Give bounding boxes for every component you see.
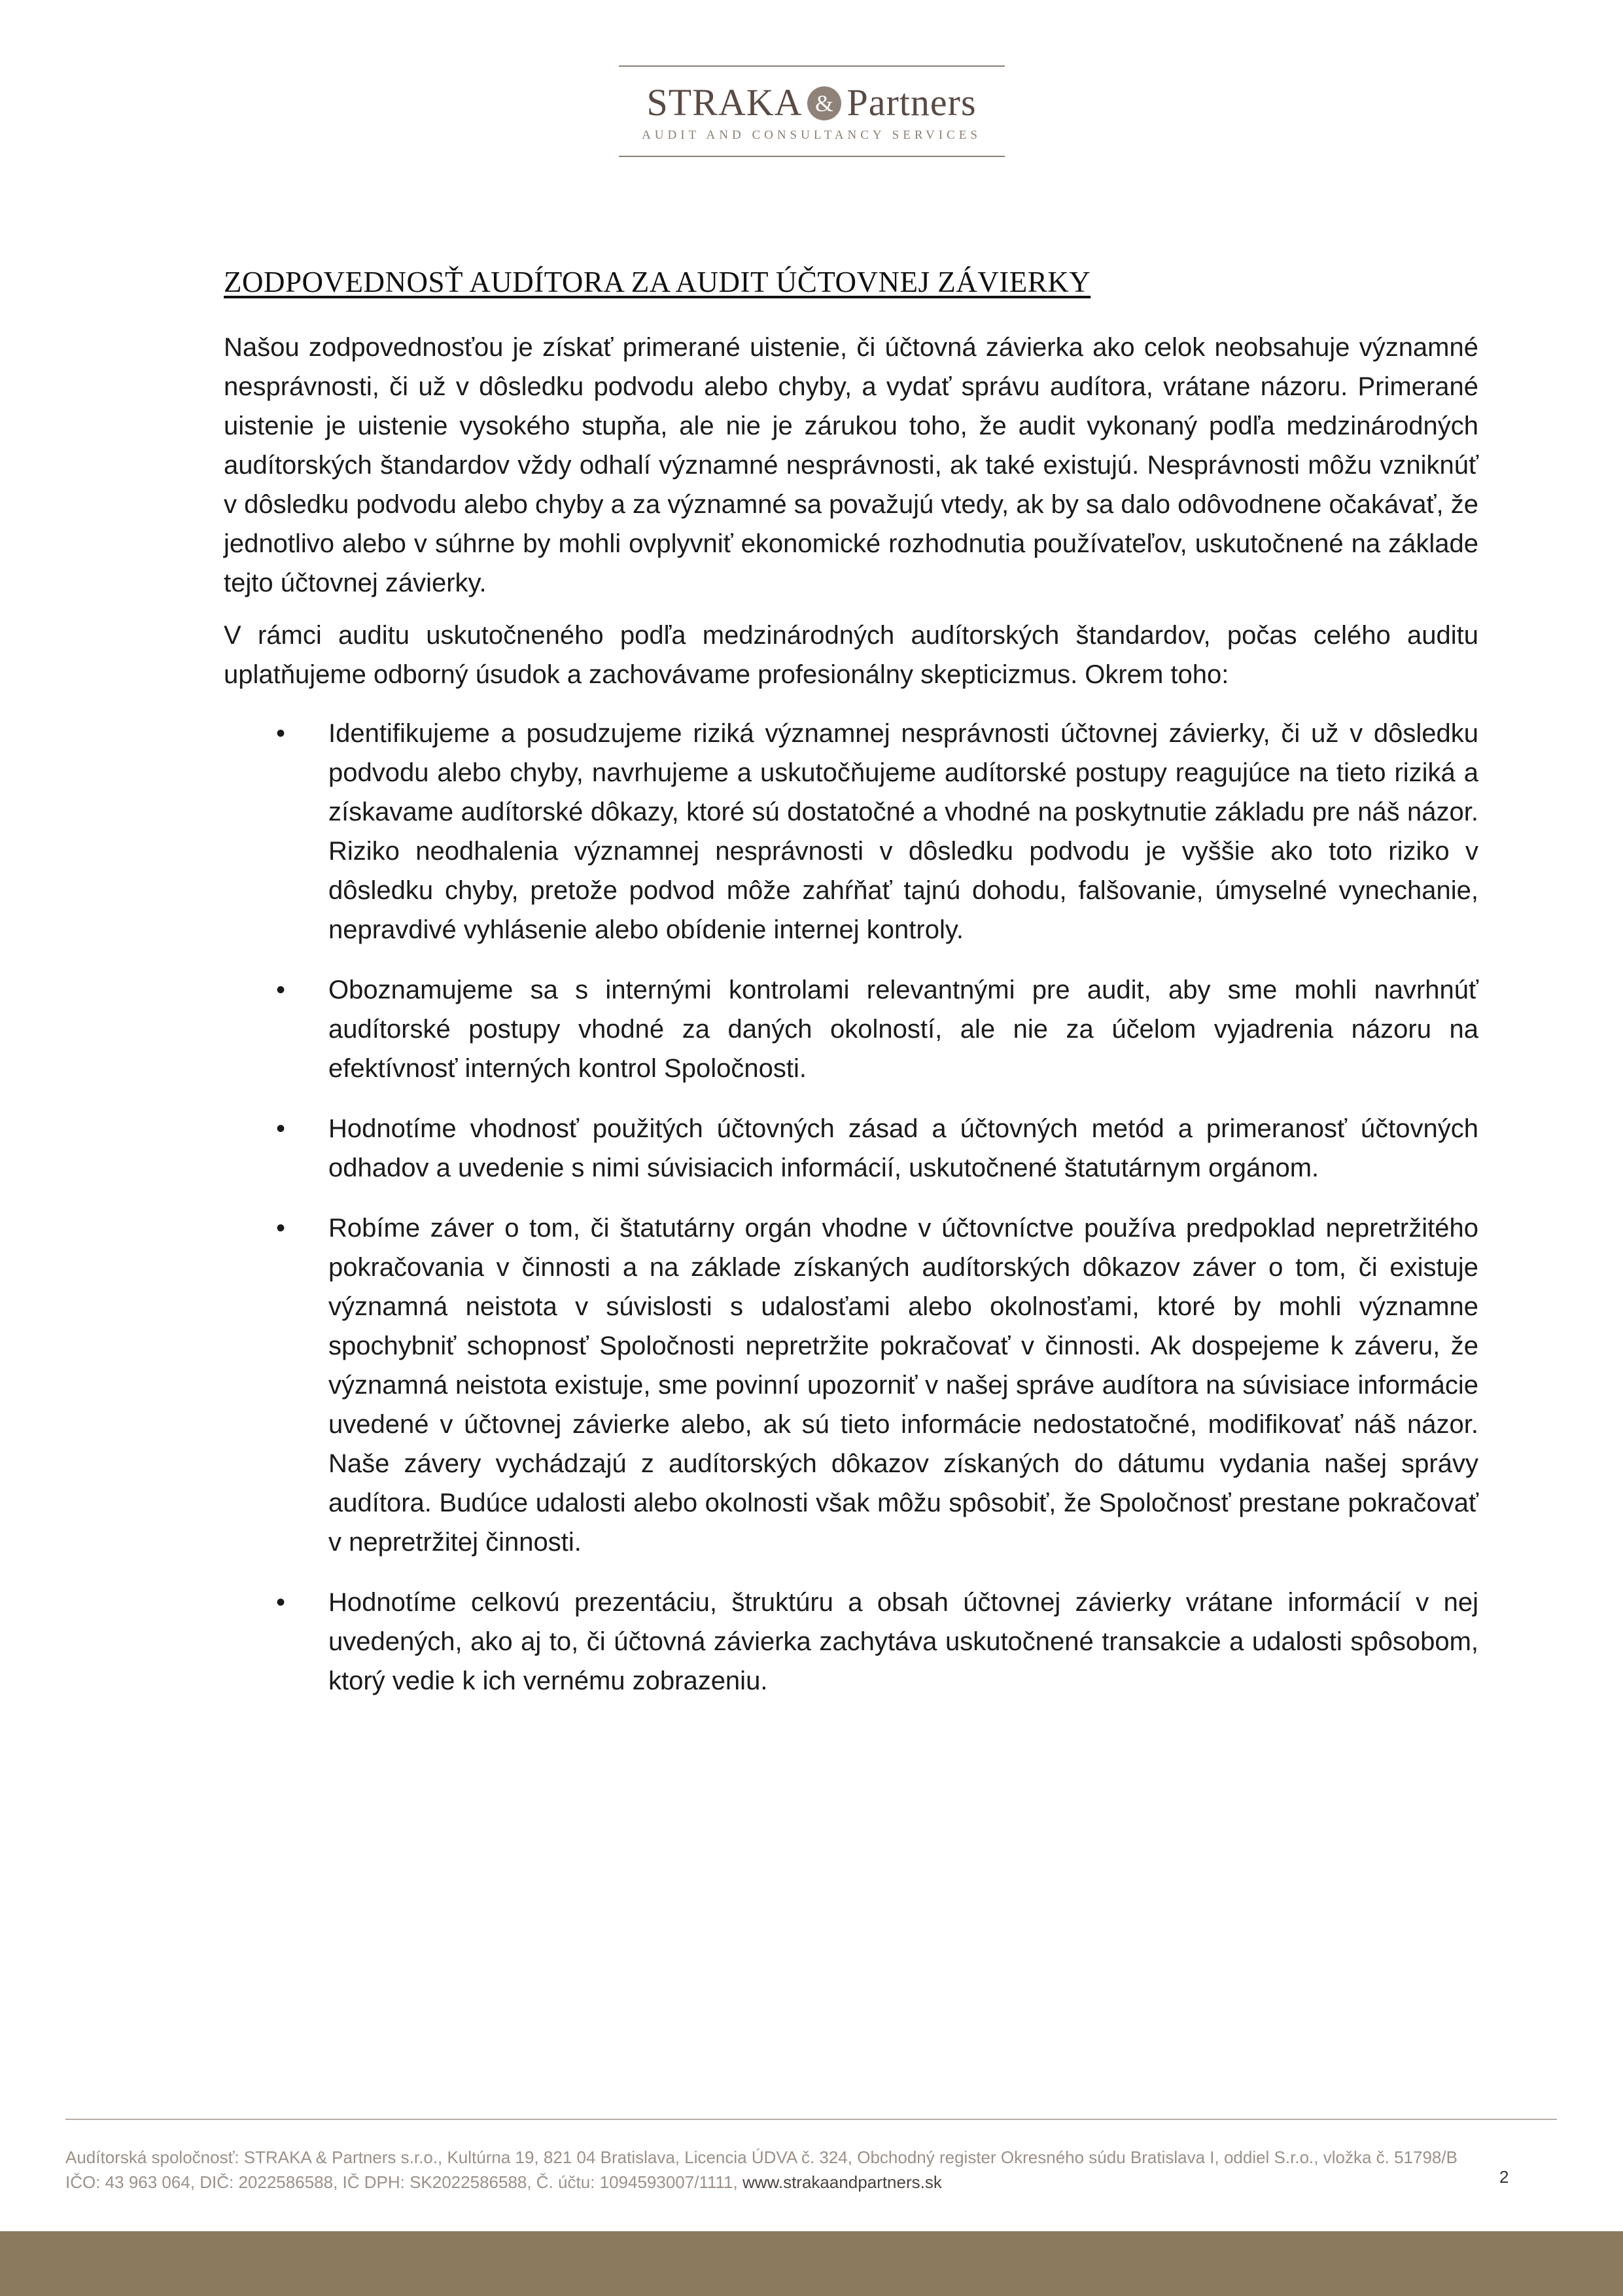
- list-item-text: Hodnotíme celkovú prezentáciu, štruktúru a obsah účtovnej závierky vrátane informácií v nej uvedených, ako aj to, či účtovná závierka zachytáva uskutočnené transakcie a udalosti spôsobom, ktorý vedie k ich vernému zobrazeniu.: [328, 1588, 1478, 1695]
- bullet-icon: •: [276, 1214, 286, 1243]
- letterhead: [0, 65, 1623, 157]
- bullet-icon: •: [276, 1588, 286, 1617]
- list-item-text: Identifikujeme a posudzujeme riziká významnej nesprávnosti účtovnej závierky, či už v dôsledku podvodu alebo chyby, navrhujeme a uskutočňujeme audítorské postupy reagujúce na tieto riziká a získavame audítorské dôkazy, ktoré sú dostatočné a vhodné na poskytnutie základu pre náš názor. Riziko neodhalenia významnej nesprávnosti v dôsledku podvodu je vyššie ako toto riziko v dôsledku chyby, pretože podvod môže zahŕňať tajnú dohodu, falšovanie, úmyselné vynechanie, nepravdivé vyhlásenie alebo obídenie internej kontroly.: [328, 719, 1478, 944]
- list-item: [224, 970, 1478, 1088]
- list-item: [224, 1583, 1478, 1701]
- page-number: 2: [1499, 2167, 1509, 2187]
- footer-decorative-band: [0, 2231, 1623, 2296]
- footer-divider: [65, 2119, 1557, 2120]
- footer: [65, 2145, 1537, 2195]
- list-item: [224, 1209, 1478, 1562]
- logo-ampersand-icon: &: [807, 86, 841, 120]
- list-item: [224, 1109, 1478, 1188]
- list-item-text: Robíme záver o tom, či štatutárny orgán vhodne v účtovníctve používa predpoklad nepretržitého pokračovania v činnosti a na základe získaných audítorských dôkazov záver o tom, či existuje významná neistota v súvislosti s udalosťami alebo okolnosťami, ktoré by mohli významne spochybniť schopnosť Spoločnosti nepretržite pokračovať v činnosti. Ak dospejeme k záveru, že významná neistota existuje, sme povinní upozorniť v našej správe audítora na súvisiace informácie uvedené v účtovnej závierke alebo, ak sú tieto informácie nedostatočné, modifikovať náš názor. Naše závery vychádzajú z audítorských dôkazov získaných do dátumu vydania našej správy audítora. Budúce udalosti alebo okolnosti však môžu spôsobiť, že Spoločnosť prestane pokračovať v nepretržitej činnosti.: [328, 1214, 1478, 1557]
- list-item: [224, 714, 1478, 949]
- company-logo: [0, 81, 1623, 124]
- bullet-icon: •: [276, 1114, 286, 1143]
- logo-tagline: AUDIT AND CONSULTANCY SERVICES: [642, 128, 981, 142]
- paragraph: Našou zodpovednosťou je získať primerané uistenie, či účtovná závierka ako celok neobsahuje významné nesprávnosti, či už v dôsledku podvodu alebo chyby, a vydať správu audítora, vrátane názoru. Primerané uistenie je uistenie vysokého stupňa, ale nie je zárukou toho, že audit vykonaný podľa medzinárodných audítorských štandardov vždy odhalí významné nesprávnosti, ak také existujú. Nesprávnosti môžu vzniknúť v dôsledku podvodu alebo chyby a za významné sa považujú vtedy, ak by sa dalo odôvodnene očakávať, že jednotlivo alebo v súhrne by mohli ovplyvniť ekonomické rozhodnutia používateľov, uskutočnené na základe tejto účtovnej závierky.: [224, 333, 1478, 597]
- document-body: [224, 265, 1478, 1722]
- letterhead-bottom-rule: [619, 156, 1005, 157]
- bullet-icon: •: [276, 976, 286, 1004]
- footer-registration-info: [65, 2170, 1537, 2195]
- list-item-text: Hodnotíme vhodnosť použitých účtovných zásad a účtovných metód a primeranosť účtovných odhadov a uvedenie s nimi súvisiacich informácií, uskutočnené štatutárnym orgánom.: [328, 1114, 1478, 1182]
- footer-company-info: Audítorská spoločnosť: STRAKA & Partners s.r.o., Kultúrna 19, 821 04 Bratislava, Licencia ÚDVA č. 324, Obchodný register Okresného súdu Bratislava I, oddiel S.r.o., vložka č. 51798/B: [65, 2147, 1457, 2167]
- paragraph: V rámci auditu uskutočneného podľa medzinárodných audítorských štandardov, počas celého auditu uplatňujeme odborný úsudok a zachovávame profesionálny skepticizmus. Okrem toho:: [224, 621, 1478, 689]
- bullet-list: [224, 714, 1478, 1701]
- page-title: ZODPOVEDNOSŤ AUDÍTORA ZA AUDIT ÚČTOVNEJ ZÁVIERKY: [224, 266, 1091, 298]
- logo-name-left: STRAKA: [646, 81, 803, 124]
- bullet-icon: •: [276, 719, 286, 748]
- footer-ids: IČO: 43 963 064, DIČ: 2022586588, IČ DPH: SK2022586588, Č. účtu: 1094593007/1111,: [65, 2172, 742, 2192]
- logo-name-right: Partners: [846, 81, 977, 124]
- footer-website-link[interactable]: www.strakaandpartners.sk: [742, 2172, 942, 2192]
- letterhead-top-rule: [619, 65, 1005, 67]
- list-item-text: Oboznamujeme sa s internými kontrolami relevantnými pre audit, aby sme mohli navrhnúť audítorské postupy vhodné za daných okolností, ale nie za účelom vyjadrenia názoru na efektívnosť interných kontrol Spoločnosti.: [328, 976, 1478, 1083]
